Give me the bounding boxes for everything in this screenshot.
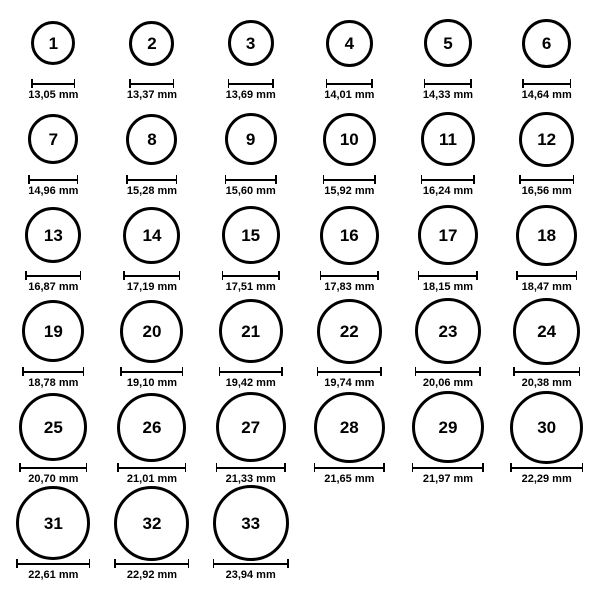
ring-circle-icon bbox=[123, 207, 180, 264]
dimension-line bbox=[421, 175, 475, 184]
ring-diameter-text: 21,33 mm bbox=[225, 473, 276, 485]
dimension-cap-right bbox=[185, 463, 187, 472]
ring-size-cell[interactable] bbox=[497, 202, 596, 298]
ring-diameter-text: 16,56 mm bbox=[521, 185, 572, 197]
dimension-cap-right bbox=[377, 271, 379, 280]
ring-circle-wrap bbox=[513, 298, 580, 364]
ring-size-label: 28 bbox=[339, 417, 359, 437]
ring-circle-icon bbox=[120, 300, 183, 363]
ring-size-cell[interactable] bbox=[103, 490, 202, 586]
dimension-cap-left bbox=[317, 367, 319, 376]
ring-circle-wrap bbox=[225, 106, 277, 172]
dimension-line-bar bbox=[216, 467, 286, 469]
ring-circle-icon bbox=[222, 206, 280, 264]
dimension-line bbox=[522, 79, 571, 88]
dimension-cap-left bbox=[421, 175, 423, 184]
ring-circle-icon bbox=[415, 298, 481, 364]
dimension-line-bar bbox=[314, 467, 385, 469]
dimension-line-bar bbox=[129, 83, 174, 85]
ring-diameter-text: 22,29 mm bbox=[521, 473, 572, 485]
ring-diameter-text: 13,69 mm bbox=[225, 89, 276, 101]
ring-circle-wrap bbox=[421, 106, 475, 172]
ring-circle-wrap bbox=[117, 394, 186, 460]
ring-size-label: 15 bbox=[241, 225, 261, 245]
dimension-cap-left bbox=[323, 175, 325, 184]
dimension-line bbox=[28, 175, 78, 184]
dimension-cap-right bbox=[182, 367, 184, 376]
ring-size-label: 22 bbox=[339, 321, 359, 341]
ring-diameter-text: 14,64 mm bbox=[521, 89, 572, 101]
dimension-cap-right bbox=[83, 367, 85, 376]
ring-circle-wrap bbox=[25, 202, 81, 268]
ring-size-cell[interactable] bbox=[4, 394, 103, 490]
dimension-cap-left bbox=[228, 79, 230, 88]
dimension-line bbox=[31, 79, 75, 88]
ring-size-cell[interactable] bbox=[4, 490, 103, 586]
ring-circle-icon bbox=[213, 485, 289, 561]
ring-diameter-text: 13,05 mm bbox=[28, 89, 79, 101]
ring-circle-icon bbox=[16, 486, 90, 560]
dimension-cap-right bbox=[284, 463, 286, 472]
ring-size-label: 26 bbox=[142, 417, 162, 437]
dimension-cap-left bbox=[510, 463, 512, 472]
dimension-line-bar bbox=[120, 371, 183, 373]
ring-circle-wrap bbox=[326, 10, 373, 76]
dimension-line-bar bbox=[117, 467, 186, 469]
ring-circle-icon bbox=[516, 205, 577, 266]
dimension-cap-left bbox=[216, 463, 218, 472]
ring-size-label: 25 bbox=[43, 417, 63, 437]
dimension-cap-left bbox=[326, 79, 328, 88]
ring-size-label: 24 bbox=[537, 321, 557, 341]
dimension-line bbox=[213, 559, 289, 568]
dimension-cap-left bbox=[126, 175, 128, 184]
ring-diameter-text: 21,65 mm bbox=[324, 473, 375, 485]
dimension-cap-left bbox=[320, 271, 322, 280]
dimension-cap-left bbox=[120, 367, 122, 376]
dimension-line bbox=[519, 175, 574, 184]
dimension-cap-right bbox=[77, 175, 79, 184]
ring-diameter-text: 15,28 mm bbox=[126, 185, 178, 197]
dimension-line bbox=[117, 463, 186, 472]
dimension-line-bar bbox=[424, 83, 472, 85]
ring-diameter-text: 15,92 mm bbox=[324, 185, 375, 197]
ring-size-cell[interactable] bbox=[4, 298, 103, 394]
dimension-line-bar bbox=[326, 83, 373, 85]
ring-size-cell[interactable] bbox=[103, 394, 202, 490]
dimension-cap-left bbox=[219, 367, 221, 376]
dimension-line bbox=[320, 271, 379, 280]
ring-circle-wrap bbox=[19, 394, 87, 460]
ring-size-label: 11 bbox=[438, 129, 457, 149]
ring-circle-icon bbox=[421, 112, 475, 166]
dimension-cap-right bbox=[179, 271, 181, 280]
dimension-line-bar bbox=[412, 467, 484, 469]
ring-diameter-text: 18,78 mm bbox=[28, 377, 79, 389]
dimension-line bbox=[415, 367, 481, 376]
ring-circle-wrap bbox=[28, 106, 78, 172]
ring-circle-wrap bbox=[120, 298, 183, 364]
ring-size-cell[interactable] bbox=[300, 298, 399, 394]
dimension-line bbox=[326, 79, 373, 88]
dimension-line bbox=[120, 367, 183, 376]
dimension-line bbox=[314, 463, 385, 472]
ring-size-cell[interactable] bbox=[201, 490, 300, 586]
dimension-line-bar bbox=[123, 275, 180, 277]
ring-circle-icon bbox=[228, 20, 274, 66]
dimension-line bbox=[126, 175, 177, 184]
ring-circle-wrap bbox=[114, 490, 189, 556]
ring-size-label: 7 bbox=[48, 129, 59, 149]
ring-size-grid bbox=[4, 10, 596, 586]
ring-diameter-text: 21,01 mm bbox=[126, 473, 178, 485]
ring-size-cell[interactable] bbox=[399, 298, 498, 394]
ring-circle-wrap bbox=[123, 202, 180, 268]
dimension-line bbox=[25, 271, 81, 280]
ring-diameter-text: 14,01 mm bbox=[324, 89, 375, 101]
ring-size-cell[interactable] bbox=[399, 10, 498, 106]
ring-size-cell[interactable] bbox=[399, 106, 498, 202]
ring-diameter-text: 20,38 mm bbox=[521, 377, 572, 389]
dimension-line bbox=[19, 463, 87, 472]
dimension-line-bar bbox=[16, 563, 90, 565]
ring-diameter-text: 13,37 mm bbox=[126, 89, 178, 101]
ring-size-cell[interactable] bbox=[103, 202, 202, 298]
ring-size-label: 20 bbox=[142, 321, 162, 341]
dimension-cap-left bbox=[225, 175, 227, 184]
dimension-cap-right bbox=[383, 463, 385, 472]
ring-circle-wrap bbox=[216, 394, 286, 460]
dimension-line-bar bbox=[519, 179, 574, 181]
dimension-line bbox=[424, 79, 472, 88]
ring-diameter-text: 23,94 mm bbox=[225, 569, 276, 581]
ring-size-label: 30 bbox=[537, 417, 557, 437]
ring-circle-icon bbox=[323, 113, 376, 166]
dimension-cap-right bbox=[74, 79, 76, 88]
dimension-cap-right bbox=[275, 175, 277, 184]
dimension-line-bar bbox=[418, 275, 478, 277]
dimension-line-bar bbox=[421, 179, 475, 181]
ring-size-label: 31 bbox=[43, 513, 63, 533]
ring-size-cell[interactable] bbox=[4, 10, 103, 106]
ring-diameter-text: 14,33 mm bbox=[422, 89, 474, 101]
ring-circle-icon bbox=[519, 112, 574, 167]
dimension-cap-left bbox=[22, 367, 24, 376]
dimension-cap-left bbox=[519, 175, 521, 184]
ring-size-label: 33 bbox=[241, 513, 261, 533]
dimension-line bbox=[317, 367, 382, 376]
dimension-cap-right bbox=[287, 559, 289, 568]
ring-size-label: 10 bbox=[339, 129, 359, 149]
dimension-cap-left bbox=[129, 79, 131, 88]
dimension-cap-right bbox=[582, 463, 584, 472]
ring-diameter-text: 16,24 mm bbox=[422, 185, 474, 197]
ring-diameter-text: 20,06 mm bbox=[422, 377, 474, 389]
ring-circle-icon bbox=[31, 21, 75, 65]
ring-circle-wrap bbox=[314, 394, 385, 460]
dimension-cap-left bbox=[28, 175, 30, 184]
dimension-line bbox=[114, 559, 189, 568]
dimension-line-bar bbox=[513, 371, 580, 373]
ring-circle-wrap bbox=[213, 490, 289, 556]
dimension-cap-left bbox=[418, 271, 420, 280]
dimension-cap-left bbox=[522, 79, 524, 88]
dimension-line bbox=[228, 79, 274, 88]
ring-diameter-text: 21,97 mm bbox=[422, 473, 474, 485]
ring-size-label: 27 bbox=[241, 417, 261, 437]
ring-size-label: 3 bbox=[245, 33, 256, 53]
ring-diameter-text: 17,51 mm bbox=[225, 281, 276, 293]
ring-circle-icon bbox=[317, 299, 382, 364]
dimension-cap-right bbox=[473, 175, 475, 184]
dimension-cap-left bbox=[222, 271, 224, 280]
dimension-line bbox=[412, 463, 484, 472]
dimension-cap-left bbox=[31, 79, 33, 88]
ring-circle-icon bbox=[320, 206, 379, 265]
ring-size-label: 29 bbox=[438, 417, 458, 437]
ring-circle-icon bbox=[126, 114, 177, 165]
dimension-cap-right bbox=[371, 79, 373, 88]
dimension-cap-left bbox=[412, 463, 414, 472]
dimension-line-bar bbox=[415, 371, 481, 373]
ring-diameter-text: 17,83 mm bbox=[324, 281, 375, 293]
dimension-cap-right bbox=[579, 367, 581, 376]
dimension-cap-right bbox=[86, 463, 88, 472]
ring-circle-wrap bbox=[412, 394, 484, 460]
ring-size-label: 2 bbox=[147, 33, 157, 53]
ring-diameter-text: 18,47 mm bbox=[521, 281, 572, 293]
ring-circle-icon bbox=[117, 393, 186, 462]
dimension-cap-right bbox=[479, 367, 481, 376]
dimension-line bbox=[22, 367, 84, 376]
ring-circle-wrap bbox=[22, 298, 84, 364]
ring-circle-icon bbox=[314, 392, 385, 463]
ring-circle-wrap bbox=[219, 298, 283, 364]
ring-size-cell[interactable] bbox=[497, 394, 596, 490]
dimension-line bbox=[225, 175, 277, 184]
dimension-line-bar bbox=[510, 467, 583, 469]
dimension-line bbox=[16, 559, 90, 568]
ring-diameter-text: 18,15 mm bbox=[422, 281, 474, 293]
dimension-cap-right bbox=[89, 559, 91, 568]
ring-circle-wrap bbox=[317, 298, 382, 364]
ring-circle-icon bbox=[22, 300, 84, 362]
ring-circle-icon bbox=[412, 391, 484, 463]
dimension-line-bar bbox=[28, 179, 78, 181]
ring-size-label: 9 bbox=[245, 129, 256, 149]
ring-size-cell[interactable] bbox=[201, 394, 300, 490]
ring-size-label: 16 bbox=[339, 225, 359, 245]
ring-size-cell[interactable] bbox=[103, 10, 202, 106]
ring-circle-icon bbox=[114, 486, 189, 561]
ring-diameter-text: 20,70 mm bbox=[28, 473, 79, 485]
ring-circle-wrap bbox=[129, 10, 174, 76]
ring-circle-wrap bbox=[516, 202, 577, 268]
ring-size-cell[interactable] bbox=[201, 202, 300, 298]
dimension-line-bar bbox=[228, 83, 274, 85]
ring-size-cell[interactable] bbox=[399, 394, 498, 490]
ring-size-cell[interactable] bbox=[4, 106, 103, 202]
ring-circle-wrap bbox=[31, 10, 75, 76]
dimension-line bbox=[216, 463, 286, 472]
dimension-line-bar bbox=[522, 83, 571, 85]
ring-circle-icon bbox=[225, 113, 277, 165]
dimension-cap-right bbox=[470, 79, 472, 88]
dimension-line-bar bbox=[222, 275, 280, 277]
ring-circle-wrap bbox=[126, 106, 177, 172]
ring-circle-wrap bbox=[16, 490, 90, 556]
ring-circle-icon bbox=[510, 391, 583, 464]
dimension-line bbox=[222, 271, 280, 280]
dimension-line bbox=[123, 271, 180, 280]
ring-size-label: 6 bbox=[541, 33, 552, 53]
ring-diameter-text: 17,19 mm bbox=[126, 281, 178, 293]
ring-circle-wrap bbox=[222, 202, 280, 268]
ring-size-label: 23 bbox=[438, 321, 458, 341]
ring-size-label: 17 bbox=[438, 225, 458, 245]
ring-diameter-text: 22,92 mm bbox=[126, 569, 178, 581]
ring-size-cell[interactable] bbox=[399, 202, 498, 298]
dimension-cap-right bbox=[173, 79, 175, 88]
dimension-cap-left bbox=[117, 463, 119, 472]
ring-size-label: 12 bbox=[537, 129, 557, 149]
ring-diameter-text: 19,42 mm bbox=[225, 377, 276, 389]
ring-size-label: 13 bbox=[43, 225, 63, 245]
ring-diameter-text: 19,74 mm bbox=[324, 377, 375, 389]
dimension-cap-right bbox=[188, 559, 190, 568]
dimension-line bbox=[516, 271, 577, 280]
dimension-cap-left bbox=[415, 367, 417, 376]
dimension-cap-right bbox=[176, 175, 178, 184]
dimension-line-bar bbox=[22, 371, 84, 373]
ring-diameter-text: 16,87 mm bbox=[28, 281, 79, 293]
dimension-cap-right bbox=[570, 79, 572, 88]
ring-size-cell[interactable] bbox=[300, 202, 399, 298]
dimension-cap-left bbox=[513, 367, 515, 376]
ring-circle-wrap bbox=[519, 106, 574, 172]
ring-circle-icon bbox=[522, 19, 571, 68]
ring-size-cell[interactable] bbox=[300, 394, 399, 490]
ring-size-cell[interactable] bbox=[103, 106, 202, 202]
ring-size-label: 32 bbox=[142, 513, 162, 533]
ring-size-label: 18 bbox=[537, 225, 557, 245]
dimension-cap-left bbox=[25, 271, 27, 280]
dimension-line-bar bbox=[516, 275, 577, 277]
dimension-cap-right bbox=[380, 367, 382, 376]
dimension-line bbox=[513, 367, 580, 376]
ring-size-label: 21 bbox=[241, 321, 261, 341]
ring-size-cell[interactable] bbox=[497, 10, 596, 106]
dimension-line bbox=[219, 367, 283, 376]
dimension-cap-left bbox=[516, 271, 518, 280]
ring-size-cell[interactable] bbox=[201, 10, 300, 106]
ring-circle-icon bbox=[216, 392, 286, 462]
dimension-cap-left bbox=[123, 271, 125, 280]
ring-size-cell[interactable] bbox=[201, 106, 300, 202]
dimension-line-bar bbox=[213, 563, 289, 565]
ring-size-cell[interactable] bbox=[497, 106, 596, 202]
dimension-line-bar bbox=[225, 179, 277, 181]
ring-size-label: 8 bbox=[147, 129, 157, 149]
dimension-cap-left bbox=[314, 463, 316, 472]
ring-size-label: 1 bbox=[48, 33, 59, 53]
dimension-line-bar bbox=[31, 83, 75, 85]
ring-circle-wrap bbox=[418, 202, 478, 268]
ring-circle-wrap bbox=[510, 394, 583, 460]
dimension-cap-right bbox=[374, 175, 376, 184]
ring-size-cell[interactable] bbox=[103, 298, 202, 394]
dimension-line-bar bbox=[323, 179, 376, 181]
dimension-line-bar bbox=[114, 563, 189, 565]
ring-size-cell[interactable] bbox=[497, 298, 596, 394]
ring-size-cell[interactable] bbox=[201, 298, 300, 394]
ring-circle-wrap bbox=[522, 10, 571, 76]
dimension-line-bar bbox=[219, 371, 283, 373]
ring-diameter-text: 22,61 mm bbox=[28, 569, 79, 581]
dimension-cap-right bbox=[278, 271, 280, 280]
dimension-cap-right bbox=[573, 175, 575, 184]
dimension-cap-left bbox=[213, 559, 215, 568]
ring-diameter-text: 19,10 mm bbox=[126, 377, 178, 389]
ring-size-cell[interactable] bbox=[4, 202, 103, 298]
ring-circle-wrap bbox=[228, 10, 274, 76]
ring-diameter-text: 15,60 mm bbox=[225, 185, 276, 197]
dimension-line bbox=[129, 79, 174, 88]
ring-size-label: 4 bbox=[344, 33, 355, 53]
ring-circle-icon bbox=[418, 205, 478, 265]
dimension-cap-right bbox=[482, 463, 484, 472]
dimension-cap-left bbox=[16, 559, 18, 568]
dimension-line bbox=[510, 463, 583, 472]
dimension-line-bar bbox=[320, 275, 379, 277]
ring-size-label: 19 bbox=[43, 321, 63, 341]
dimension-cap-right bbox=[576, 271, 578, 280]
dimension-cap-left bbox=[19, 463, 21, 472]
dimension-cap-left bbox=[114, 559, 116, 568]
dimension-line bbox=[418, 271, 478, 280]
dimension-cap-right bbox=[476, 271, 478, 280]
ring-circle-icon bbox=[28, 114, 78, 164]
ring-circle-icon bbox=[424, 19, 472, 67]
ring-size-cell[interactable] bbox=[300, 10, 399, 106]
ring-size-cell[interactable] bbox=[300, 106, 399, 202]
ring-circle-icon bbox=[25, 207, 81, 263]
ring-circle-icon bbox=[219, 299, 283, 363]
dimension-line-bar bbox=[317, 371, 382, 373]
dimension-line-bar bbox=[25, 275, 81, 277]
dimension-cap-right bbox=[80, 271, 82, 280]
dimension-cap-right bbox=[281, 367, 283, 376]
dimension-line-bar bbox=[19, 467, 87, 469]
ring-circle-wrap bbox=[415, 298, 481, 364]
ring-circle-wrap bbox=[323, 106, 376, 172]
ring-diameter-text: 14,96 mm bbox=[28, 185, 79, 197]
dimension-line-bar bbox=[126, 179, 177, 181]
dimension-cap-right bbox=[272, 79, 274, 88]
ring-circle-icon bbox=[513, 298, 580, 365]
dimension-line bbox=[323, 175, 376, 184]
ring-size-label: 5 bbox=[443, 33, 453, 53]
ring-circle-icon bbox=[129, 21, 174, 66]
ring-circle-icon bbox=[19, 393, 87, 461]
ring-circle-icon bbox=[326, 20, 373, 67]
ring-circle-wrap bbox=[424, 10, 472, 76]
dimension-cap-left bbox=[424, 79, 426, 88]
ring-circle-wrap bbox=[320, 202, 379, 268]
ring-size-label: 14 bbox=[142, 225, 162, 245]
